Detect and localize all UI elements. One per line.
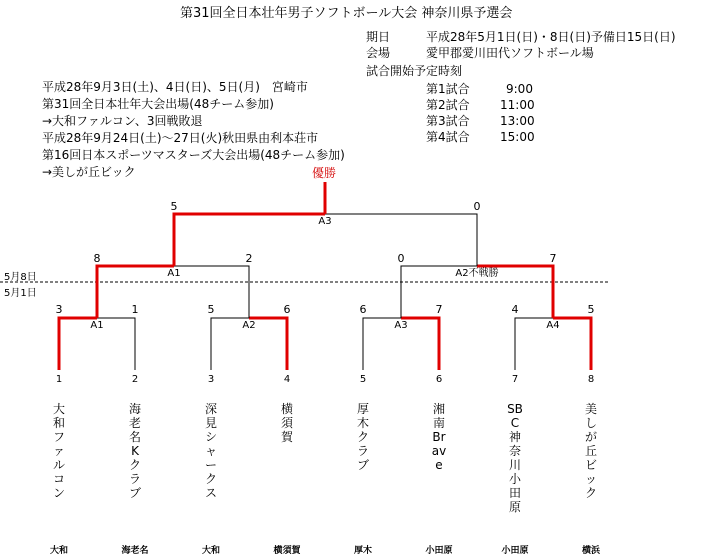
r1-m3-left-score: 6 [359,303,367,316]
info-line: 平成28年9月3日(土)、4日(日)、5日(月) 宮崎市 [42,80,308,94]
final-match-label: A3 [318,216,332,227]
team-name: 深見シャークス [204,402,217,500]
r1-m4-right-score: 5 [587,303,595,316]
r1-m1-right-score: 1 [131,303,139,316]
team-area: 小田原 [501,546,529,556]
r1-m2-left-score: 5 [207,303,215,316]
schedule-4-time: 15:00 [500,130,535,144]
r1-m2-right-score: 6 [283,303,291,316]
final-right-score: 0 [473,200,481,213]
venue-label: 会場 [366,46,391,60]
r1-m2-label: A2 [242,320,256,331]
team-seed: 5 [359,374,367,385]
r1-m3-label: A3 [394,320,408,331]
schedule-4-label: 第4試合 [426,130,470,144]
date-value: 平成28年5月1日(日)・8日(日)予備日15日(日) [426,30,676,44]
team-name: 厚木クラブ [356,402,369,472]
team-name: 大和ファルコン [52,402,65,500]
schedule-3-time: 13:00 [500,114,535,128]
team-name: SBC神奈川小田原 [507,402,523,514]
final-left-score: 5 [170,200,178,213]
semi-1-right-score: 2 [245,252,253,265]
team-seed: 2 [131,374,139,385]
team-area: 厚木 [353,546,372,556]
schedule-2-label: 第2試合 [426,98,470,112]
winner-label: 優勝 [312,166,337,180]
semi-1-label: A1 [167,268,181,279]
page-title: 第31回全日本壮年男子ソフトボール大会 神奈川県予選会 [180,6,513,21]
schedule-heading: 試合開始予定時刻 [366,64,463,78]
team-name: 海老名Kクラブ [128,402,141,500]
semi-2-right-score: 7 [549,252,557,265]
date-lower-label: 5月1日 [4,288,37,299]
schedule-1-label: 第1試合 [426,82,470,96]
team-name: 湘南Brave [431,402,447,472]
team-area: 横浜 [581,546,600,556]
info-line: →大和ファルコン、3回戦敗退 [42,114,203,128]
r1-m4-label: A4 [546,320,560,331]
team-area: 大和 [49,546,68,556]
info-line: 第31回全日本壮年大会出場(48チーム参加) [42,97,274,111]
team-seed: 3 [207,374,215,385]
schedule-3-label: 第3試合 [426,114,470,128]
date-upper-label: 5月8日 [4,272,37,283]
semi-1-left-score: 8 [93,252,101,265]
team-area: 横須賀 [273,546,301,556]
team-name: 横須賀 [280,402,293,444]
schedule-1-time: 9:00 [506,82,533,96]
r1-m4-left-score: 4 [511,303,519,316]
venue-value: 愛甲郡愛川田代ソフトボール場 [426,46,594,60]
team-area: 小田原 [425,546,453,556]
team-seed: 8 [587,374,595,385]
team-area: 海老名 [121,546,149,556]
info-line: →美しが丘ビック [42,165,136,179]
team-seed: 1 [55,374,63,385]
date-label: 期日 [366,30,391,44]
r1-m1-left-score: 3 [55,303,63,316]
semi-2-label: A2不戦勝 [455,268,499,279]
info-line: 平成28年9月24日(土)～27日(火)秋田県由利本荘市 [42,131,319,145]
semi-2-left-score: 0 [397,252,405,265]
team-name: 美しが丘ビック [584,402,597,500]
schedule-2-time: 11:00 [500,98,535,112]
info-line: 第16回日本スポーツマスターズ大会出場(48チーム参加) [42,148,345,162]
team-area: 大和 [201,546,220,556]
team-seed: 6 [435,374,443,385]
team-seed: 7 [511,374,519,385]
team-seed: 4 [283,374,291,385]
r1-m1-label: A1 [90,320,104,331]
r1-m3-right-score: 7 [435,303,443,316]
